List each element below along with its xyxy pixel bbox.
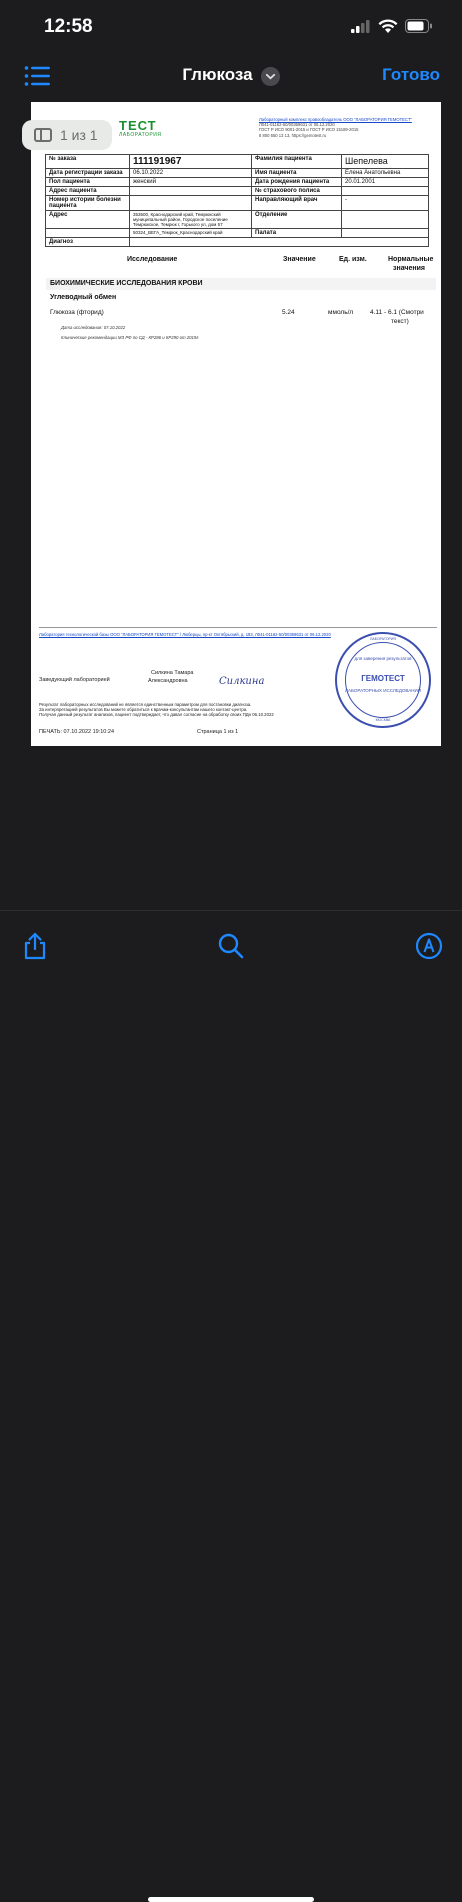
- stamp-brand: ГЕМОТЕСТ: [361, 674, 405, 683]
- col-study: Исследование: [127, 256, 178, 263]
- disclaimer-line: Получая данный результат анализов, пациент подтверждает, что давал согласие на обработку своих ПДн 06.10.2022: [39, 712, 274, 717]
- print-date: ПЕЧАТЬ: 07.10.2022 19:10:24: [39, 729, 115, 735]
- reg-date-label: Дата регистрации заказа: [46, 169, 130, 178]
- home-indicator: [148, 1897, 314, 1902]
- results-header: [45, 254, 434, 276]
- chevron-down-icon: [261, 67, 280, 86]
- head-name-1: Силкина Тамара: [151, 670, 194, 676]
- patient-info-table: [45, 154, 429, 247]
- addr2-value: 50324_ВЕГА_Темрюк_Краснодарский край: [130, 229, 252, 238]
- done-button[interactable]: Готово: [382, 65, 440, 84]
- history-label: Номер истории болезни пациента: [46, 196, 130, 211]
- wifi-icon: [378, 19, 398, 34]
- status-bar: [0, 0, 462, 52]
- result-normal: 4.11 - 6.1 (Смотри: [370, 309, 424, 316]
- col-value: Значение: [283, 256, 316, 263]
- result-value: 5.24: [282, 309, 295, 316]
- birth-label: Дата рождения пациента: [252, 178, 342, 187]
- doctor-value: -: [342, 196, 429, 211]
- patient-name: Елена Анатольевна: [342, 169, 429, 178]
- footer-source: [39, 632, 339, 637]
- signature: Силкина: [219, 676, 265, 687]
- address-label: Адрес пациента: [46, 187, 130, 196]
- disclaimer-line: За интерпретацией результатов Вы можете обратиться к врачам-консультантам нашего контакт-центра.: [39, 707, 248, 712]
- document-title: Глюкоза: [182, 65, 253, 84]
- surname-label: Фамилия пациента: [252, 155, 342, 169]
- page-indicator: [22, 120, 112, 150]
- doctor-label: Направляющий врач: [252, 196, 342, 211]
- name-label: Имя пациента: [252, 169, 342, 178]
- lab-info-line: Лабораторный комплекс правообладатель ООО "ЛАБОРАТОРИЯ ГЕМОТЕСТ": [259, 117, 412, 122]
- study-date-note: Дата исследования: 07.10.2022: [61, 325, 126, 330]
- sex-value: женский: [130, 178, 252, 187]
- status-time: 12:58: [44, 16, 93, 37]
- section-title: БИОХИМИЧЕСКИЕ ИССЛЕДОВАНИЯ КРОВИ: [46, 278, 436, 290]
- cellular-signal-icon: [351, 20, 371, 33]
- footer-source-text: Лаборатория технологической базы ООО "ЛАБОРАТОРИЯ ГЕМОТЕСТ" / Люберцы, пр-кт Октябрьский, д. 183, Л041-01162-50/00369631 от 06.12.2020: [39, 632, 331, 637]
- department-label: Отделение: [252, 211, 342, 229]
- diagnosis-label: Диагноз: [46, 238, 130, 247]
- recommendation-note: Клинические рекомендации МЗ РФ по СД - КР286 и КР290 от 2019г: [61, 335, 199, 340]
- logo-text: ТЕСТ: [119, 118, 157, 133]
- patient-surname: Шепелева: [345, 156, 388, 166]
- lab-info-line: Л041-01162-50/00369631 от 06.12.2020: [259, 122, 335, 128]
- result-normal-2: текст): [391, 318, 409, 325]
- result-name: Глюкоза (фторид): [50, 309, 104, 316]
- markup-icon[interactable]: [414, 931, 444, 961]
- gemotest-logo: [119, 118, 161, 138]
- lab-stamp: [335, 632, 431, 728]
- subsection-title: Углеводный обмен: [50, 294, 117, 301]
- col-normal-2: значения: [393, 265, 425, 272]
- order-number: 111191967: [133, 156, 182, 167]
- stamp-top-text: для заверения результатов: [354, 656, 412, 661]
- document-title-button[interactable]: [182, 65, 279, 85]
- pdf-document-page[interactable]: [31, 102, 441, 746]
- disclaimer: [39, 702, 339, 717]
- lab-info-line: ГОСТ Р ИСО 9001-2015 и ГОСТ Р ИСО 15189-2015: [259, 127, 359, 133]
- addr-label: Адрес: [46, 211, 130, 229]
- navigation-bar: [0, 52, 462, 98]
- stamp-ring-top: ЛАБОРАТОРИЯ: [370, 637, 396, 641]
- search-icon[interactable]: [216, 931, 246, 961]
- col-unit: Ед. изм.: [339, 256, 367, 263]
- battery-icon: [405, 19, 433, 33]
- page-indicator-label: 1 из 1: [60, 127, 98, 143]
- addr-value: 353500, Краснодарский край, Темрюкский муниципальный район, Городское поселение Темрюкское, Темрюк г, Горького ул, дом 57: [130, 211, 252, 229]
- share-icon[interactable]: [20, 931, 50, 961]
- insurance-label: № страхового полиса: [252, 187, 342, 196]
- reg-date-value: 06.10.2022: [130, 169, 252, 178]
- footer-divider: [39, 627, 437, 628]
- birth-value: 20.01.2001: [342, 178, 429, 187]
- head-name-2: Александровна: [148, 678, 188, 684]
- result-unit: ммоль/л: [328, 309, 354, 316]
- lab-info-line: 8 800 550 13 13, https://gemotest.ru: [259, 132, 327, 138]
- disclaimer-line: Результат лабораторных исследований не является единственным параметром для постановки диагноза.: [39, 702, 252, 707]
- lab-info: [259, 117, 429, 138]
- page-number: Страница 1 из 1: [197, 729, 239, 735]
- bottom-toolbar: [0, 910, 462, 1000]
- sex-label: Пол пациента: [46, 178, 130, 187]
- stamp-bottom-text: ЛАБОРАТОРНЫХ ИССЛЕДОВАНИЙ: [345, 688, 421, 693]
- col-normal: Нормальные: [388, 256, 434, 263]
- logo-subtitle: ЛАБОРАТОРИЯ: [119, 132, 162, 138]
- head-label: Заведующий лабораторией: [39, 677, 110, 683]
- order-label: № заказа: [46, 155, 130, 169]
- stamp-ring-bottom: МОСКВА: [375, 718, 391, 722]
- sidebar-icon: [34, 128, 52, 142]
- ward-label: Палата: [252, 229, 342, 238]
